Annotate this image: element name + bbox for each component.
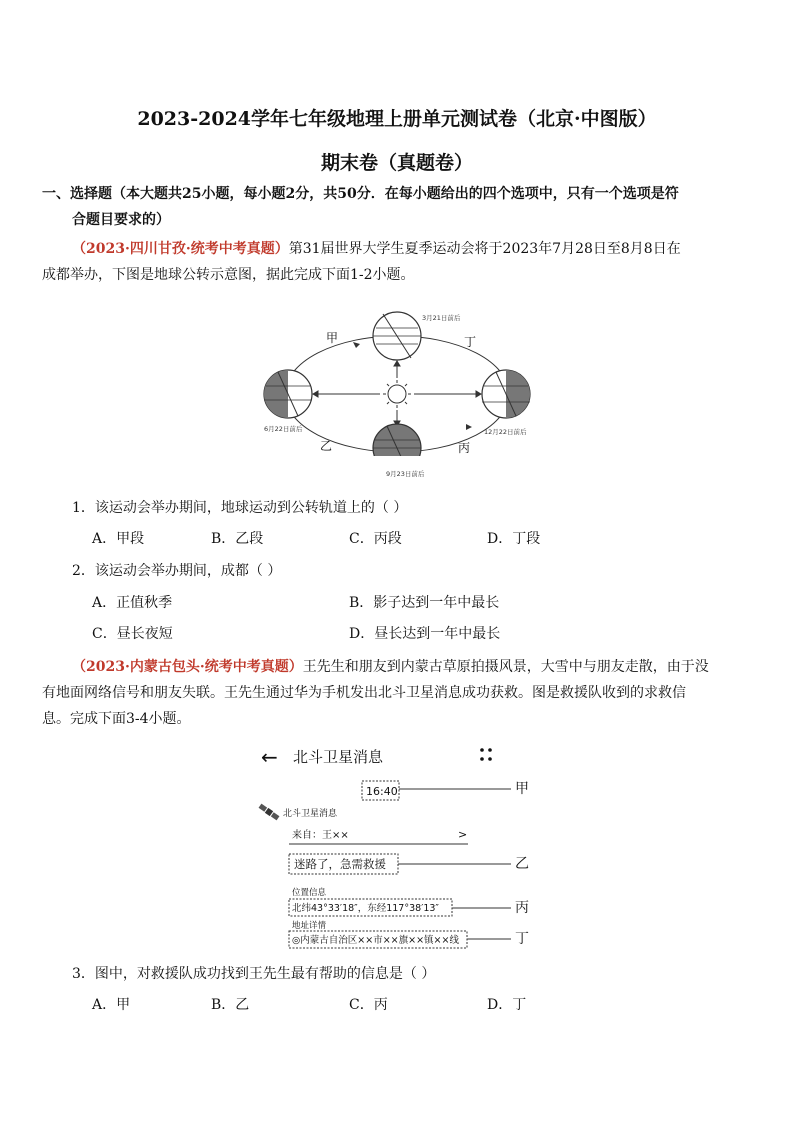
q2-option-a[interactable]: A．正值秋季 — [92, 595, 173, 611]
label-bing: 丙 — [458, 441, 471, 455]
passage-2-text-line1: 王先生和朋友到内蒙古草原拍摄风景，大雪中与朋友走散，由于没 — [302, 659, 709, 675]
q2-option-d[interactable]: D．昼长达到一年中最长 — [349, 626, 501, 642]
section-heading-line2: 合题目要求的） — [72, 212, 170, 228]
q3-option-c[interactable]: C．丙 — [349, 997, 388, 1013]
label-yi: 乙 — [515, 856, 529, 872]
q3-option-a[interactable]: A．甲 — [92, 997, 131, 1013]
label-jia: 甲 — [326, 331, 339, 345]
message-time: 16:40 — [366, 785, 398, 798]
sun-icon — [383, 380, 411, 408]
passage-1-text-line2: 成都举办，下图是地球公转示意图，据此完成下面1-2小题。 — [42, 267, 415, 283]
label-bing: 丙 — [515, 900, 529, 916]
label-dec22: 12月22日前后 — [484, 428, 527, 436]
q2-option-b[interactable]: B．影子达到一年中最长 — [349, 595, 500, 611]
earth-sep23 — [373, 424, 421, 456]
passage-2-source: （2023·内蒙古包头·统考中考真题） — [72, 659, 303, 675]
q1-option-d[interactable]: D．丁段 — [487, 531, 541, 547]
location-label: 位置信息 — [292, 888, 327, 898]
earth-dec22 — [482, 370, 530, 418]
passage-1 — [42, 236, 732, 288]
address-text: ◎内蒙古自治区××市××旗××镇××线 — [292, 935, 459, 946]
q1-option-c[interactable]: C．丙段 — [349, 531, 402, 547]
beidou-message-figure — [255, 740, 545, 952]
q1-option-a[interactable]: A．甲段 — [92, 531, 145, 547]
satellite-icon — [258, 803, 279, 821]
from-label: 来自：王×× — [292, 830, 349, 841]
message-text: 迷路了，急需救援 — [294, 857, 386, 871]
earth-mar21 — [373, 312, 421, 360]
passage-1-source: （2023·四川甘孜·统考中考真题） — [72, 241, 289, 257]
section-heading — [42, 181, 732, 233]
label-mar21: 3月21日前后 — [422, 314, 461, 322]
earth-orbit-diagram — [252, 306, 542, 456]
question-2-stem: 2．该运动会举办期间，成都（ ） — [72, 563, 282, 579]
satellite-label: 北斗卫星消息 — [283, 809, 338, 819]
header-title: 北斗卫星消息 — [293, 748, 384, 766]
orbit-arrow-icon — [466, 424, 472, 430]
section-heading-line1: 一、选择题（本大题共25小题，每小题2分，共50分．在每小题给出的四个选项中，只有一个选项是符 — [42, 186, 679, 202]
orbit-arrow-icon — [353, 342, 360, 348]
label-jun22: 6月22日前后 — [264, 425, 303, 433]
label-ding: 丁 — [464, 335, 477, 349]
more-dots-icon[interactable] — [480, 748, 492, 761]
question-3-stem: 3．图中，对救援队成功找到王先生最有帮助的信息是（ ） — [72, 966, 436, 982]
coordinates: 北纬43°33′18″，东经117°38′13″ — [292, 903, 439, 914]
page-subtitle: 期末卷（真题卷） — [320, 152, 473, 174]
label-ding: 丁 — [515, 931, 529, 947]
q3-option-b[interactable]: B．乙 — [211, 997, 250, 1013]
q2-option-c[interactable]: C．昼长夜短 — [92, 626, 173, 642]
q1-option-b[interactable]: B．乙段 — [211, 531, 264, 547]
label-yi: 乙 — [320, 439, 333, 453]
q3-option-d[interactable]: D．丁 — [487, 997, 527, 1013]
page-title: 2023-2024学年七年级地理上册单元测试卷（北京·中图版） — [137, 108, 657, 130]
label-jia: 甲 — [515, 781, 529, 797]
chevron-right-icon[interactable]: > — [458, 828, 468, 841]
passage-2 — [42, 654, 732, 732]
label-sep23: 9月23日前后 — [386, 470, 425, 478]
back-arrow-icon[interactable]: ← — [261, 745, 278, 769]
passage-1-text-line1: 第31届世界大学生夏季运动会将于2023年7月28日至8月8日在 — [288, 241, 681, 257]
question-1-stem: 1．该运动会举办期间，地球运动到公转轨道上的（ ） — [72, 500, 408, 516]
passage-2-text-line2: 有地面网络信号和朋友失联。王先生通过华为手机发出北斗卫星消息成功获救。图是救援队收到的求救信 — [42, 685, 686, 701]
passage-2-text-line3: 息。完成下面3-4小题。 — [42, 711, 191, 727]
address-label: 地址详情 — [292, 921, 327, 931]
earth-jun22 — [264, 370, 312, 418]
